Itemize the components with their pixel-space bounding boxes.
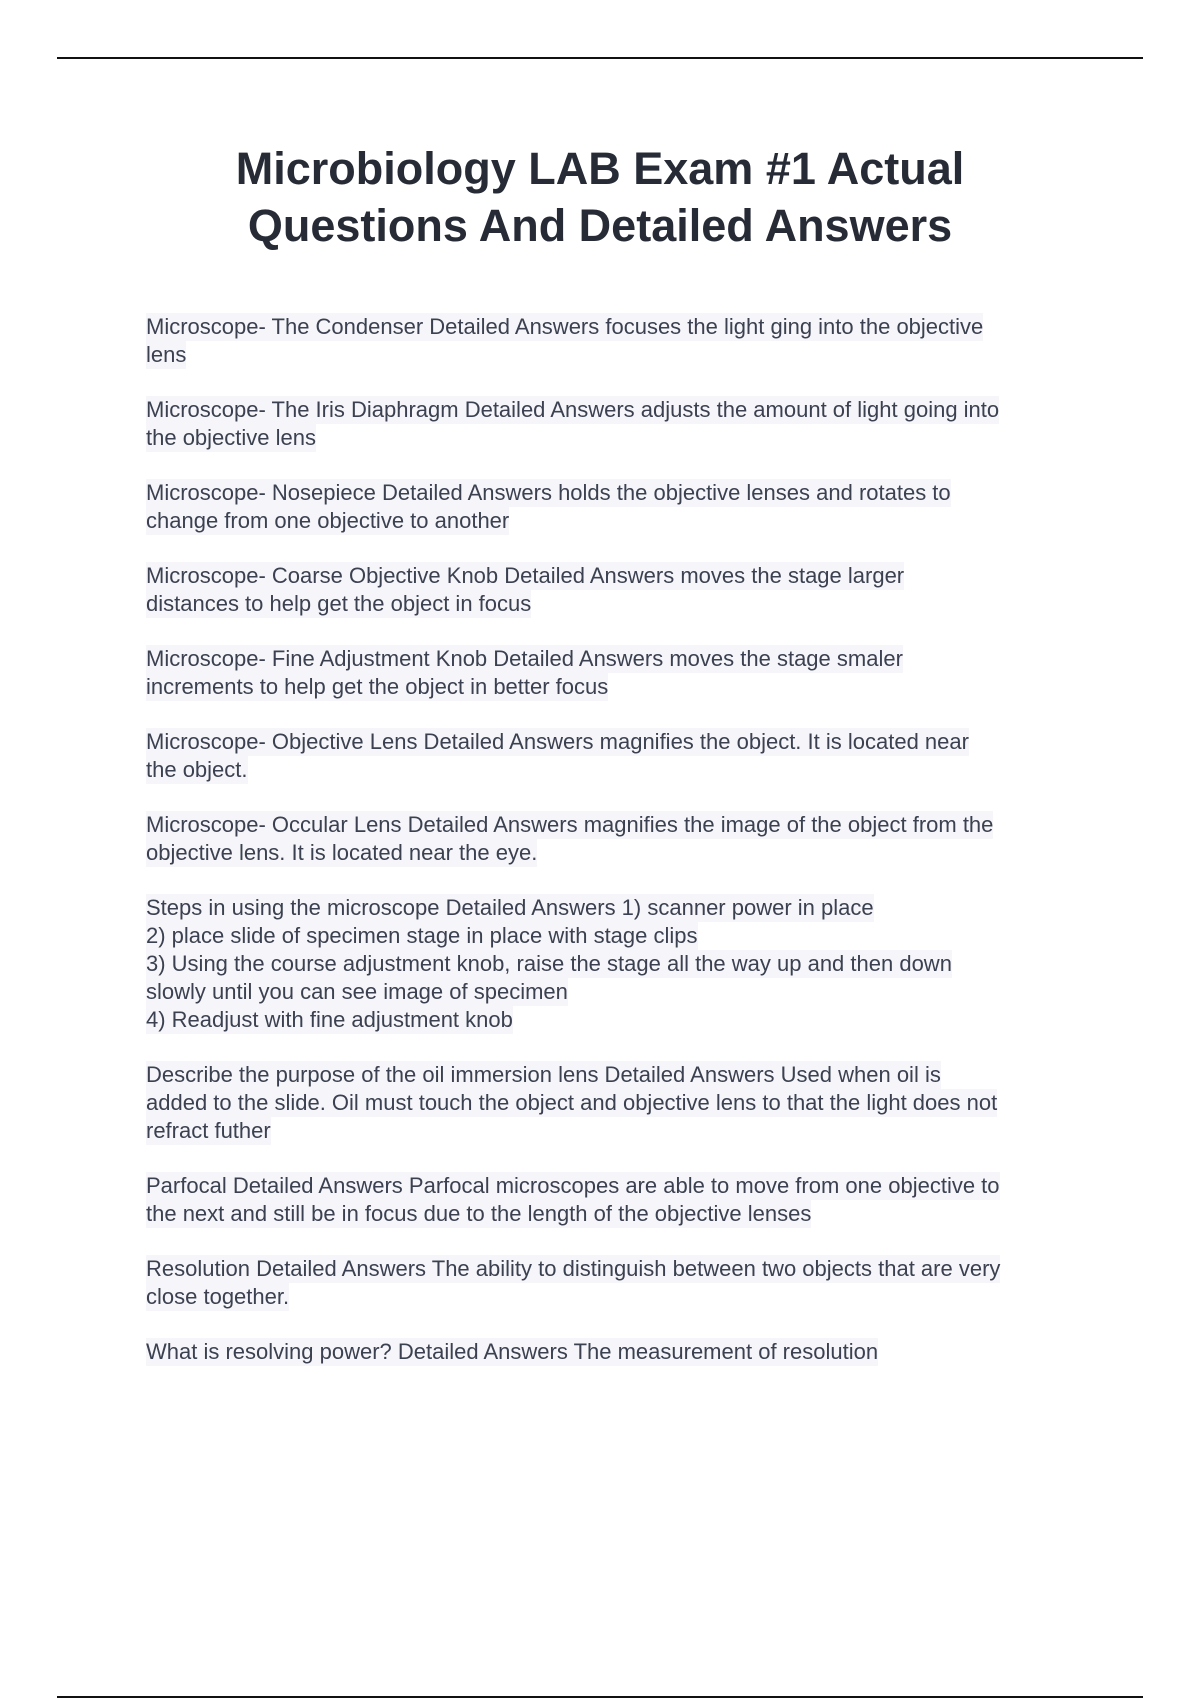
qa-text-line: added to the slide. Oil must touch the object and objective lens to that the light does not: [146, 1090, 998, 1115]
qa-text-line: 4) Readjust with fine adjustment knob: [146, 1007, 513, 1032]
qa-item: [146, 1061, 1096, 1145]
qa-text-line: Parfocal Detailed Answers Parfocal microscopes are able to move from one objective to: [146, 1173, 1000, 1198]
qa-item: [146, 728, 1096, 784]
document-title: [150, 140, 1050, 254]
qa-text-line: the objective lens: [146, 425, 316, 450]
qa-text-line: the object.: [146, 757, 248, 782]
qa-item: [146, 562, 1096, 618]
qa-text-line: Microscope- Objective Lens Detailed Answers magnifies the object. It is located near: [146, 729, 969, 754]
header-rule: [57, 57, 1143, 59]
qa-text-line: distances to help get the object in focus: [146, 591, 532, 616]
qa-item: [146, 1255, 1096, 1311]
title-line-1: Microbiology LAB Exam #1 Actual: [235, 143, 965, 194]
qa-text-line: 2) place slide of specimen stage in place with stage clips: [146, 923, 698, 948]
qa-text-line: change from one objective to another: [146, 508, 510, 533]
qa-item: [146, 479, 1096, 535]
qa-text-line: increments to help get the object in better focus: [146, 674, 609, 699]
qa-text-line: Microscope- Fine Adjustment Knob Detailed Answers moves the stage smaler: [146, 646, 903, 671]
qa-text-line: Microscope- The Iris Diaphragm Detailed Answers adjusts the amount of light going into: [146, 397, 1000, 422]
qa-item: [146, 313, 1096, 369]
qa-item: [146, 894, 1096, 1034]
qa-text-line: 3) Using the course adjustment knob, raise the stage all the way up and then down: [146, 951, 952, 976]
qa-text-line: Microscope- Nosepiece Detailed Answers holds the objective lenses and rotates to: [146, 480, 951, 505]
qa-text-line: objective lens. It is located near the eye.: [146, 840, 538, 865]
qa-text-line: slowly until you can see image of specimen: [146, 979, 568, 1004]
qa-text-line: Microscope- Occular Lens Detailed Answers magnifies the image of the object from the: [146, 812, 994, 837]
qa-item: [146, 811, 1096, 867]
qa-text-line: close together.: [146, 1284, 290, 1309]
qa-text-line: Describe the purpose of the oil immersion lens Detailed Answers Used when oil is: [146, 1062, 941, 1087]
qa-list: [146, 313, 1096, 1393]
qa-item: [146, 396, 1096, 452]
qa-text-line: What is resolving power? Detailed Answers The measurement of resolution: [146, 1339, 879, 1364]
qa-item: [146, 1338, 1096, 1366]
qa-item: [146, 1172, 1096, 1228]
title-line-2: Questions And Detailed Answers: [247, 200, 953, 251]
qa-text-line: Microscope- The Condenser Detailed Answers focuses the light ging into the objective: [146, 314, 984, 339]
qa-text-line: refract futher: [146, 1118, 271, 1143]
qa-text-line: Resolution Detailed Answers The ability to distinguish between two objects that are very: [146, 1256, 1001, 1281]
qa-text-line: lens: [146, 342, 187, 367]
qa-item: [146, 645, 1096, 701]
qa-text-line: the next and still be in focus due to the length of the objective lenses: [146, 1201, 812, 1226]
qa-text-line: Microscope- Coarse Objective Knob Detailed Answers moves the stage larger: [146, 563, 905, 588]
qa-text-line: Steps in using the microscope Detailed Answers 1) scanner power in place: [146, 895, 874, 920]
footer-rule: [57, 1696, 1143, 1698]
